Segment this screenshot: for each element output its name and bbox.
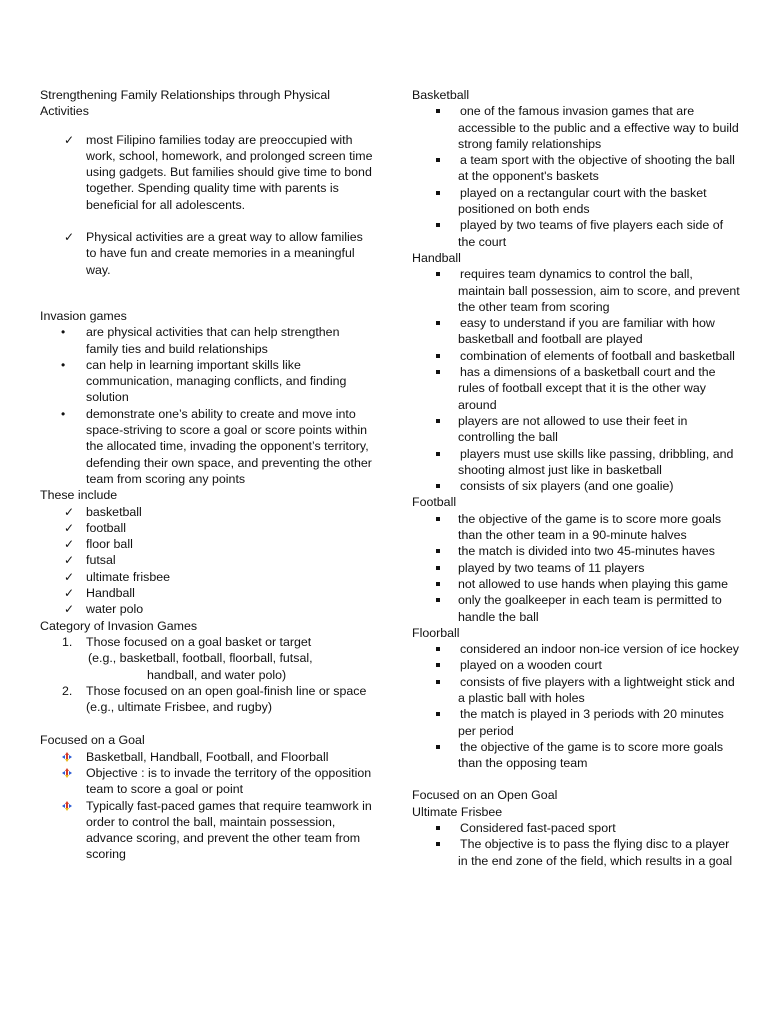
list-item: not allowed to use hands when playing this game xyxy=(412,576,742,592)
square-bullet-icon xyxy=(436,663,440,667)
list-item: played by two teams of 11 players xyxy=(412,560,742,576)
check-icon: ✓ xyxy=(64,537,75,552)
focused-goal-list xyxy=(40,749,375,863)
square-bullet-icon xyxy=(436,745,440,749)
list-item: ✓ floor ball xyxy=(64,537,133,552)
football-list xyxy=(412,511,742,625)
list-item: players are not allowed to use their feet in controlling the ball xyxy=(412,413,742,446)
square-bullet-icon xyxy=(436,680,440,684)
square-bullet-icon xyxy=(436,582,440,586)
list-item: ✓ futsal xyxy=(64,553,116,568)
square-bullet-icon xyxy=(436,191,440,195)
square-bullet-icon xyxy=(436,158,440,162)
ultimate-frisbee-list xyxy=(412,820,742,869)
square-bullet-icon xyxy=(436,647,440,651)
list-item: • can help in learning important skills like communication, managing conflicts, and finding solution xyxy=(61,357,347,405)
floorball-heading: Floorball xyxy=(412,625,460,640)
document-title: Strengthening Family Relationships through Physical Activities xyxy=(40,88,330,119)
square-bullet-icon xyxy=(436,272,440,276)
square-bullet-icon xyxy=(436,109,440,113)
list-item: played by two teams of five players each side of the court xyxy=(412,217,742,250)
check-icon: ✓ xyxy=(64,586,75,601)
list-item: the objective of the game is to score more goals than the other team in a 90-minute halves xyxy=(412,511,742,544)
list-item: ✓ football xyxy=(64,520,126,535)
invasion-games-heading: Invasion games xyxy=(40,308,127,323)
list-number: 1. xyxy=(62,634,73,649)
check-icon: ✓ xyxy=(64,132,75,147)
invasion-games-list xyxy=(40,324,375,487)
check-icon: ✓ xyxy=(64,520,75,535)
list-item: Basketball, Handball, Football, and Floorball xyxy=(40,749,375,765)
list-item: ✓ Handball xyxy=(64,586,135,601)
list-item: easy to understand if you are familiar with how basketball and football are played xyxy=(412,315,742,348)
list-item: requires team dynamics to control the ball, maintain ball possession, aim to score, and prevent the other team from scoring xyxy=(412,266,742,315)
these-include-heading: These include xyxy=(40,488,118,503)
four-way-arrow-icon xyxy=(62,752,72,762)
square-bullet-icon xyxy=(436,566,440,570)
list-item: The objective is to pass the flying disc to a player in the end zone of the field, which results in a goal xyxy=(412,836,742,869)
basketball-list xyxy=(412,103,742,250)
list-item: 2. Those focused on an open goal-finish line or space (e.g., ultimate Frisbee, and rugby) xyxy=(62,683,367,715)
list-item: players must use skills like passing, dribbling, and shooting almost just like in basketball xyxy=(412,446,742,479)
list-item: ✓ most Filipino families today are preoccupied with work, school, homework, and prolonged screen time using gadgets. But families should give time to bond together. Spending quality time with parents is beneficial for all adolescents. xyxy=(64,132,373,212)
list-item: Typically fast-paced games that require teamwork in order to control the ball, maintain possession, advance scoring, and prevent the other team from scoring xyxy=(40,798,375,863)
square-bullet-icon xyxy=(436,549,440,553)
square-bullet-icon xyxy=(436,419,440,423)
list-item: 1. Those focused on a goal basket or target (e.g., basketball, football, floorball, futsal, handball, and water polo) xyxy=(62,634,313,682)
list-item: ✓ ultimate frisbee xyxy=(64,569,171,584)
list-item: ✓ basketball xyxy=(64,504,142,519)
open-goal-heading: Focused on an Open Goal xyxy=(412,788,558,803)
list-item: the objective of the game is to score more goals than the opposing team xyxy=(412,739,742,772)
four-way-arrow-icon xyxy=(62,768,72,778)
basketball-heading: Basketball xyxy=(412,88,470,102)
bullet-icon: • xyxy=(61,357,66,372)
check-icon: ✓ xyxy=(64,602,75,617)
list-item: • demonstrate one’s ability to create and move into space-striving to score a goal or score points within the allocated time, invading the opponent’s territory, defending their own space, and preventing the other team from scoring any points xyxy=(61,406,372,486)
check-icon: ✓ xyxy=(64,553,75,568)
bullet-icon: • xyxy=(61,406,66,421)
list-item: combination of elements of football and basketball xyxy=(412,348,742,364)
list-item: the match is divided into two 45-minutes haves xyxy=(412,543,742,559)
list-item: the match is played in 3 periods with 20 minutes per period xyxy=(412,706,742,739)
check-icon: ✓ xyxy=(64,569,75,584)
ultimate-frisbee-heading: Ultimate Frisbee xyxy=(412,804,503,819)
handball-heading: Handball xyxy=(412,250,461,265)
list-item: played on a rectangular court with the basket positioned on both ends xyxy=(412,185,742,218)
list-item: one of the famous invasion games that are accessible to the public and a effective way to build strong family relationships xyxy=(412,103,742,152)
football-heading: Football xyxy=(412,495,457,510)
intro-list xyxy=(40,132,375,278)
bullet-icon: • xyxy=(61,325,66,340)
handball-list xyxy=(412,266,742,494)
list-item: played on a wooden court xyxy=(412,657,742,673)
list-item: considered an indoor non-ice version of ice hockey xyxy=(412,641,742,657)
square-bullet-icon xyxy=(436,826,440,830)
list-item: has a dimensions of a basketball court and the rules of football except that it is the other way around xyxy=(412,364,742,413)
check-icon: ✓ xyxy=(64,230,75,245)
list-item: Considered fast-paced sport xyxy=(412,820,742,836)
list-item: Objective : is to invade the territory of the opposition team to score a goal or point xyxy=(40,765,375,798)
floorball-list xyxy=(412,641,742,771)
list-item: ✓ water polo xyxy=(64,602,144,617)
list-item: ✓ Physical activities are a great way to allow families to have fun and create memories in a meaningful way. xyxy=(64,230,363,277)
four-way-arrow-icon xyxy=(62,801,72,811)
check-icon: ✓ xyxy=(64,504,75,519)
list-number: 2. xyxy=(62,683,73,698)
category-list xyxy=(40,634,375,715)
square-bullet-icon xyxy=(436,370,440,374)
square-bullet-icon xyxy=(436,842,440,846)
focused-goal-heading: Focused on a Goal xyxy=(40,733,145,748)
list-item: consists of five players with a lightweight stick and a plastic ball with holes xyxy=(412,674,742,707)
square-bullet-icon xyxy=(436,712,440,716)
square-bullet-icon xyxy=(436,598,440,602)
left-column xyxy=(40,87,375,863)
square-bullet-icon xyxy=(436,484,440,488)
square-bullet-icon xyxy=(436,452,440,456)
right-column xyxy=(412,87,742,869)
these-include-list xyxy=(40,504,375,618)
square-bullet-icon xyxy=(436,354,440,358)
square-bullet-icon xyxy=(436,517,440,521)
list-item: only the goalkeeper in each team is permitted to handle the ball xyxy=(412,592,742,625)
list-item: consists of six players (and one goalie) xyxy=(412,478,742,494)
list-item: • are physical activities that can help strengthen family ties and build relationships xyxy=(61,325,340,356)
square-bullet-icon xyxy=(436,223,440,227)
square-bullet-icon xyxy=(436,321,440,325)
list-item: a team sport with the objective of shooting the ball at the opponent's baskets xyxy=(412,152,742,185)
category-heading: Category of Invasion Games xyxy=(40,618,198,633)
